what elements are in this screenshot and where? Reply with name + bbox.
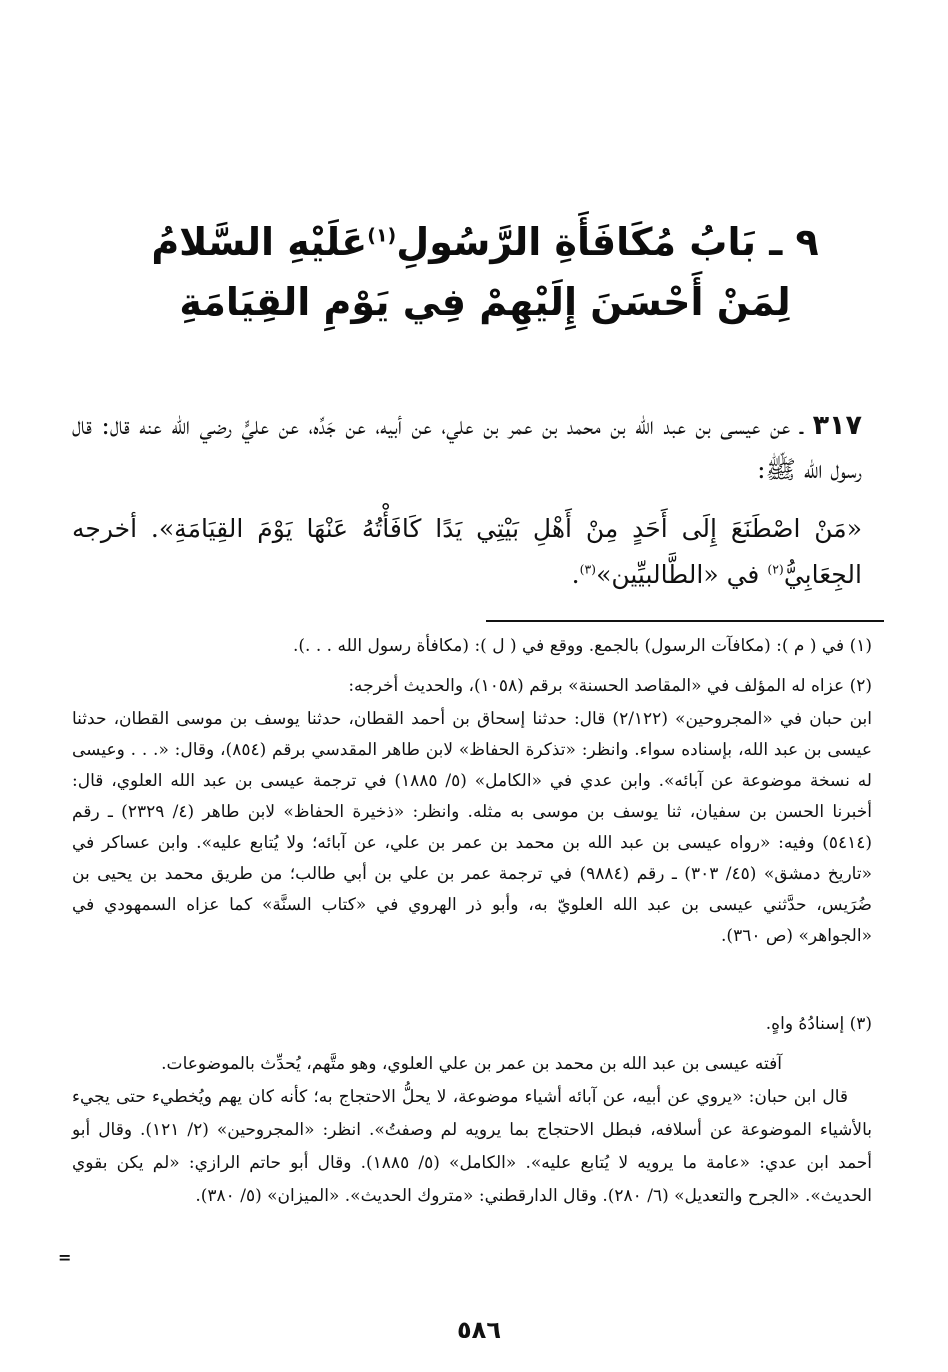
footnote-ref-1: (١) <box>367 224 397 247</box>
hadith-number: ٣١٧ <box>812 410 863 441</box>
footnote-2-intro: (٢) عزاه له المؤلف في «المقاصد الحسنة» برقم (١٠٥٨)، والحديث أخرجه: <box>348 676 872 696</box>
footnote-ref-2: (٢) <box>767 561 784 577</box>
chapter-title-line-1 <box>120 212 850 272</box>
chapter-title-line-2: لِمَنْ أَحْسَنَ إِلَيْهِمْ فِي يَوْمِ القِيَامَةِ <box>179 280 791 324</box>
hadith-chain: ـ عن عيسى بن عبد الله بن محمد بن عمر بن علي، عن أبيه، عن جَدِّه، عن عليٍّ رضي الله عنه قال: قال رسول الله ﷺ: <box>72 411 862 484</box>
commentary-paragraph-2: قال ابن حبان: «يروي عن أبيه، عن آبائه أشياء موضوعة، لا يحلُّ الاحتجاج به؛ كأنه كان يهم ويُخطيء حتى يجيء بالأشياء الموضوعة عن أسلافه، فبطل الاحتجاج بما يرويه لم وصفتُ». انظر: «المجروحين» (٢/ ١٢١). وقال أبو أحمد ابن عدي: «عامة ما يرويه لا يُتابع عليه». «الكامل» (٥/ ١٨٨٥). وقال أبو حاتم الرازي: «لم يكن بقوي الحديث». «الجرح والتعديل» (٦/ ٢٨٠). وقال الدارقطني: «متروك الحديث». «الميزان» (٥/ ٣٨٠). <box>72 1087 873 1206</box>
footnote-2-body: ابن حبان في «المجروحين» (٢/١٢٢) قال: حدثنا إسحاق بن أحمد القطان، حدثنا يوسف بن موسى القطان، حدثنا عيسى بن عبد الله، بإسناده سواء. وانظر: «تذكرة الحفاظ» لابن طاهر المقدسي برقم (٨٥٤)، وقال: «. . . وعيسى له نسخة موضوعة عن آبائه». وابن عدي في «الكامل» (٥/ ١٨٨٥) في ترجمة عيسى بن عبد الله العلوي، قال: أخبرنا الحسن بن سفيان، ثنا يوسف بن موسى به مثله. وانظر: «ذخيرة الحفاظ» لابن طاهر (٤/ ٢٣٢٩) ـ رقم (٥٤١٤) وفيه: «رواه عيسى بن عبد الله بن محمد بن عمر بن علي، عن آبائه؛ ولا يُتابع عليه». وابن عساكر في «تاريخ دمشق» (٤٥/ ٣٠٣) ـ رقم (٩٨٨٤) في ترجمة عمر بن علي بن أبي طالب؛ من طريق محمد بن يحيى بن ضُرَيس، حدَّثني عيسى بن عبد الله العلويّ به، وأبو ذر الهروي في «كتاب السنَّة» كما عزاه السمهودي في «الجواهر» (ص ٣٦٠). <box>72 709 873 946</box>
hadith-end: . <box>571 560 580 589</box>
continuation-mark: = <box>58 1248 72 1267</box>
footnote-ref-3: (٣) <box>579 561 597 577</box>
page-number: ٥٨٦ <box>457 1316 501 1344</box>
hadith-text-main: «مَنْ اصْطَنَعَ إِلَى أَحَدٍ مِنْ أَهْلِ بَيْتِي يَدًا كَافَأْتُهُ عَنْهَا يَوْمَ القِيَامَةِ». أخرجه الجِعَابِيُّ <box>72 514 862 589</box>
footnote-3-commentary <box>72 1048 872 1213</box>
footnote-1: (١) في ( م ): (مكافآت الرسول) بالجمع. ووقع في ( ل ): (مكافأة رسول الله . . .). <box>293 636 872 656</box>
commentary-paragraph-1: آفته عيسى بن عبد الله بن محمد بن عمر بن علي العلوي، وهو متَّهم، يُحدِّث بالموضوعات. <box>161 1054 782 1074</box>
hadith-text <box>72 506 862 598</box>
chapter-title-part-a: ٩ ـ بَابُ مُكَافَأَةِ الرَّسُولِ <box>396 220 819 264</box>
hadith-intro <box>72 404 862 492</box>
hadith-source: في «الطَّالبيِّين» <box>596 560 760 589</box>
chapter-title-part-b: عَلَيْهِ السَّلامُ <box>151 220 368 264</box>
footnote-3: (٣) إسنادُهُ واهٍ. <box>765 1014 872 1034</box>
footnote-separator <box>486 620 884 622</box>
